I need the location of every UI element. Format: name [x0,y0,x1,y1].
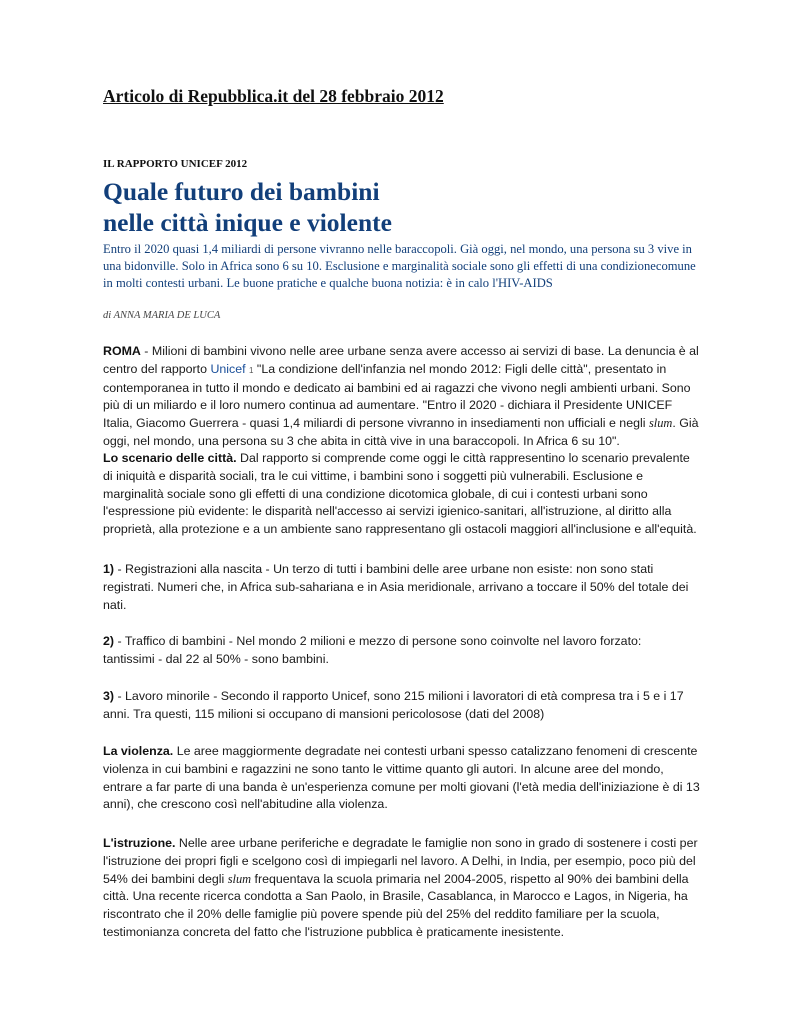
text: contemporanea in tutto il mondo e dedicato ai bambini ed ai ragazzi che vivono negli ambienti urbani. Sono [103,380,691,395]
text: di iniquità e disparità sociali, tra le cui vittime, i bambini sono i soggetti più vulnerabili. Esclusione e [103,468,643,483]
point-1 [103,561,693,614]
text: frequentava la scuola primaria nel 2004-2005, rispetto al 90% dei bambini della [251,871,689,886]
summary-line: una bidonville. Solo in Africa sono 6 su 10. Esclusione e marginalità sociale sono gli effetti di una condizionecomune [103,259,696,273]
point-number: 1) [103,562,115,576]
text: 54% dei bambini degli [103,871,228,886]
text: nati. [103,597,127,612]
summary [103,241,696,292]
text: centro del rapporto [103,361,211,376]
italic-term: slum [648,416,673,431]
text: - Registrazioni alla nascita - Un terzo di tutti i bambini delle aree urbane non esiste: non sono stati [114,562,654,576]
byline: di ANNA MARIA DE LUCA [103,310,221,321]
kicker: IL RAPPORTO UNICEF 2012 [103,158,248,170]
text: - Lavoro minorile - Secondo il rapporto Unicef, sono 215 milioni i lavoratori di età compresa tra i 5 e i 17 [114,689,684,703]
text: Italia, Giacomo Guerrera - quasi 1,4 miliardi di persone vivranno in insediamenti non ufficiali e negli [103,416,649,431]
headline-line: Quale futuro dei bambini [103,177,380,206]
text: l'istruzione dei propri figli e scelgono così di impiegarli nel lavoro. A Delhi, in India, per esempio, poco più del [103,853,696,868]
summary-line: in molti contesti urbani. Le buone pratiche e qualche buona notizia: è in calo l'HIV-AIDS [103,276,553,290]
point-number: 2) [103,634,115,648]
text: - Traffico di bambini - Nel mondo 2 milioni e mezzo di persone sono coinvolte nel lavoro forzato: [114,634,642,648]
text: l'espressione più evidente: le disparità nell'accesso ai servizi igienico-sanitari, all'istruzione, al diritto alla [103,504,672,519]
point-3 [103,688,693,724]
footnote-marker: 1 [249,365,254,375]
text: tantissimi - dal 22 al 50% - sono bambini. [103,651,329,666]
text: riscontrato che il 20% delle famiglie più povere spende più del 25% del reddito familiare per la scuola, [103,907,660,922]
text: Dal rapporto si comprende come oggi le città rappresentino lo scenario prevalente [236,451,690,465]
education-paragraph [103,835,698,942]
headline-line: nelle città inique e violente [103,208,392,237]
text: marginalità sociale sono gli effetti di una condizione dicotomica globale, di cui i contesti urbani sono [103,486,648,501]
text: proprietà, alla protezione e a un ambiente sano rappresentano gli ostacoli maggiori all'inclusione e all'equità. [103,522,697,537]
text: città. Una recente ricerca condotta a San Paolo, in Brasile, Casablanca, in Marocco e Lagos, in Nigeria, ha [103,889,688,904]
text: - Milioni di bambini vivono nelle aree urbane senza avere accesso ai servizi di base. La denuncia è al [140,344,699,358]
section-lead: La violenza. [103,744,174,758]
unicef-link[interactable]: Unicef [210,361,246,376]
dateline: ROMA [103,344,141,358]
violence-paragraph [103,743,700,814]
text: oggi, nel mondo, una persona su 3 che abita in città vive in una baraccopoli. In Africa 6 su 10". [103,433,620,448]
text: anni), che crescono così nell'abitudine alla violenza. [103,797,388,812]
scenario-paragraph [103,450,697,539]
text: registrati. Numeri che, in Africa sub-sahariana e in Asia meridionale, arrivano a toccare il 50% del totale dei [103,579,689,594]
text: Le aree maggiormente degradate nei contesti urbani spesso catalizzano fenomeni di crescente [173,744,698,758]
text: Nelle aree urbane periferiche e degradate le famiglie non sono in grado di sostenere i costi per [175,836,698,850]
italic-term: slum [227,871,252,886]
text: . Già [672,416,699,431]
text: testimonianza concreta del fatto che l'istruzione pubblica è praticamente inesistente. [103,924,565,939]
text: più di un miliardo e il loro numero continua ad aumentare. "Entro il 2020 - dichiara il Presidente UNICEF [103,398,673,413]
point-number: 3) [103,689,115,703]
text: violenza in cui bambini e ragazzini ne sono tanto le vittime quanto gli autori. In alcune aree del mondo, [103,761,664,776]
source-line: Articolo di Repubblica.it del 28 febbraio 2012 [103,86,444,106]
summary-line: Entro il 2020 quasi 1,4 miliardi di persone vivranno nelle baraccopoli. Già oggi, nel mondo, una persona su 3 vive in [103,242,692,256]
intro-paragraph [103,343,699,451]
section-lead: Lo scenario delle città. [103,451,237,465]
headline [103,176,663,238]
section-lead: L'istruzione. [103,836,176,850]
text: anni. Tra questi, 115 milioni si occupano di mansioni pericolosose (dati del 2008) [103,706,545,721]
text: entrare a far parte di una banda è un'esperienza comune per molti giovani (l'età media dell'iniziazione è di 13 [103,779,700,794]
point-2 [103,633,693,669]
text: "La condizione dell'infanzia nel mondo 2012: Figli delle città", presentato in [253,361,667,376]
